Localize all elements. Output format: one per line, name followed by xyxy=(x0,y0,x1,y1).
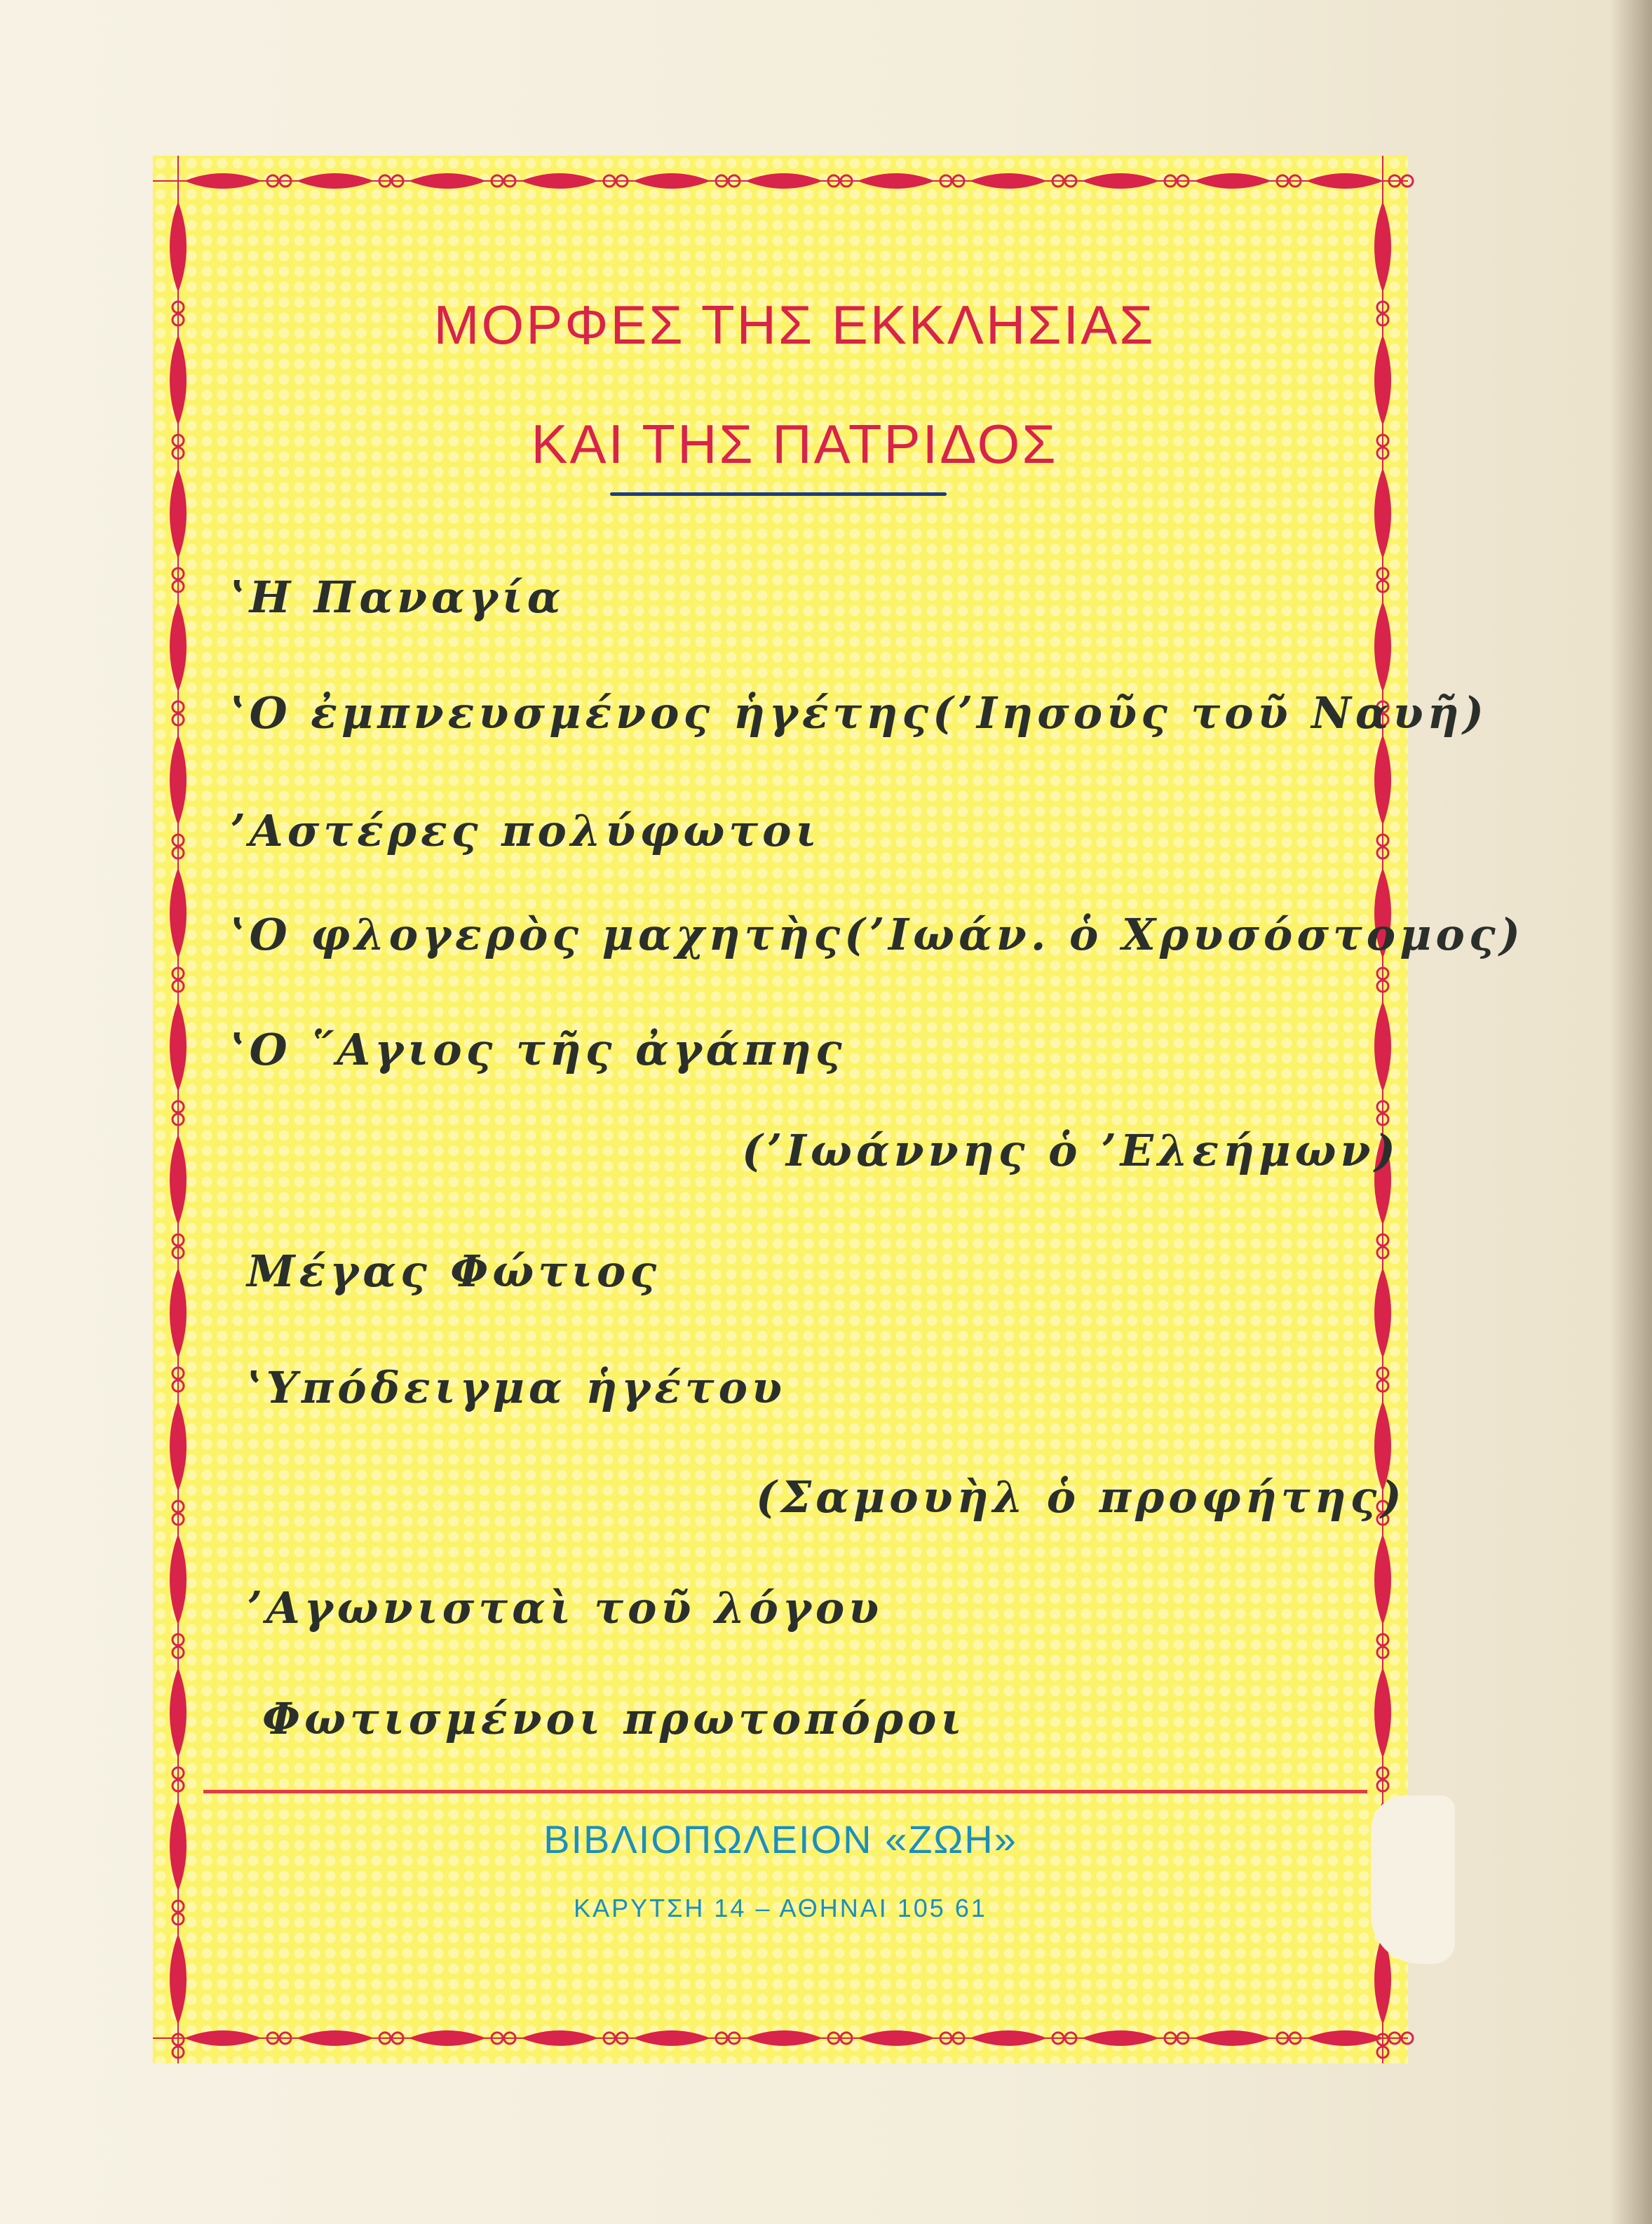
ornament-lens xyxy=(1374,601,1391,692)
ornament-lens xyxy=(170,1934,187,2025)
ornament-lens xyxy=(297,2030,374,2046)
ornament-lens xyxy=(409,2030,486,2046)
ornament-lens xyxy=(170,1667,187,1758)
content-item-enlightened-pioneers: Φωτισμένοι πρωτοπόροι xyxy=(262,1693,966,1744)
ornament-lens xyxy=(745,2030,822,2046)
page-edge-shadow xyxy=(1610,0,1652,2224)
page-title-line-1: ΜΟΡΦΕΣ ΤΗΣ ΕΚΚΛΗΣΙΑΣ xyxy=(433,294,1156,356)
ornament-lens xyxy=(170,1134,187,1225)
ornament-lens xyxy=(858,2030,935,2046)
content-item-ioannis-eleimon: (ʼΙωάννης ὁ ʼΕλεήμων) xyxy=(742,1125,1400,1176)
ornament-lens xyxy=(1374,1001,1391,1092)
ornament-lens xyxy=(1374,1667,1391,1758)
ornament-lens xyxy=(170,601,187,692)
content-item-samuel-prophet: (Σαμουὴλ ὁ προφήτης) xyxy=(756,1471,1406,1523)
ornament-lens xyxy=(170,868,187,959)
ornament-lens xyxy=(1306,2030,1383,2046)
ornament-lens xyxy=(1374,1267,1391,1359)
ornament-lens xyxy=(1374,734,1391,825)
publisher-address: ΚΑΡΥΤΣΗ 14 – ΑΘΗΝΑΙ 105 61 xyxy=(574,1894,987,1922)
content-item-fiery-fighter: ʽΟ φλογερὸς μαχητὴς(ʼΙωάν. ὁ Χρυσόστομος) xyxy=(230,909,1524,960)
ornament-lens xyxy=(745,173,822,189)
ornament-lens xyxy=(170,1401,187,1492)
content-item-inspired-leader: ʽΟ ἐμπνευσμένος ἡγέτης(ʼΙησοῦς τοῦ Ναυῆ) xyxy=(230,687,1488,739)
page-title-line-2: ΚΑΙ ΤΗΣ ΠΑΤΡΙΔΟΣ xyxy=(531,413,1058,475)
ornament-lens xyxy=(633,173,710,189)
ornament-lens xyxy=(184,2030,262,2046)
ornament-lens xyxy=(409,173,486,189)
ornament-lens xyxy=(170,734,187,825)
torn-paper-patch xyxy=(1371,1795,1455,1964)
ornament-lens xyxy=(1374,1534,1391,1625)
ornament-lens xyxy=(1194,2030,1271,2046)
footer-divider xyxy=(203,1790,1367,1793)
ornament-lens xyxy=(1082,173,1159,189)
content-item-panagia: ʽΗ Παναγία xyxy=(230,572,565,623)
ornament-lens xyxy=(858,173,935,189)
content-item-saint-of-love: ʽΟ ῞Αγιος τῆς ἀγάπης xyxy=(230,1024,846,1075)
content-item-bright-stars: ʼΑστέρες πολύφωτοι xyxy=(230,805,821,856)
title-underline xyxy=(610,492,947,496)
ornament-lens xyxy=(633,2030,710,2046)
ornament-lens xyxy=(170,201,187,292)
content-item-megas-fotios: Μέγας Φώτιος xyxy=(247,1246,661,1297)
ornament-lens xyxy=(970,173,1047,189)
ornament-lens xyxy=(170,1001,187,1092)
ornament-lens xyxy=(521,173,598,189)
ornament-lens xyxy=(1194,173,1271,189)
ornament-lens xyxy=(170,1267,187,1359)
ornament-lens xyxy=(970,2030,1047,2046)
ornament-lens xyxy=(1374,468,1391,559)
ornament-lens xyxy=(1374,201,1391,292)
ornament-lens xyxy=(170,1534,187,1625)
ornament-lens xyxy=(521,2030,598,2046)
ornament-lens xyxy=(1082,2030,1159,2046)
publisher-name: ΒΙΒΛΙΟΠΩΛΕΙΟΝ «ΖΩΗ» xyxy=(543,1817,1017,1861)
ornament-lens xyxy=(184,173,262,189)
content-item-model-leader: ʽΥπόδειγμα ἡγέτου xyxy=(247,1362,787,1413)
ornament-lens xyxy=(170,468,187,559)
content-item-fighters-of-word: ʼΑγωνισταὶ τοῦ λόγου xyxy=(247,1582,883,1633)
ornament-lens xyxy=(297,173,374,189)
ornament-lens xyxy=(1306,173,1383,189)
